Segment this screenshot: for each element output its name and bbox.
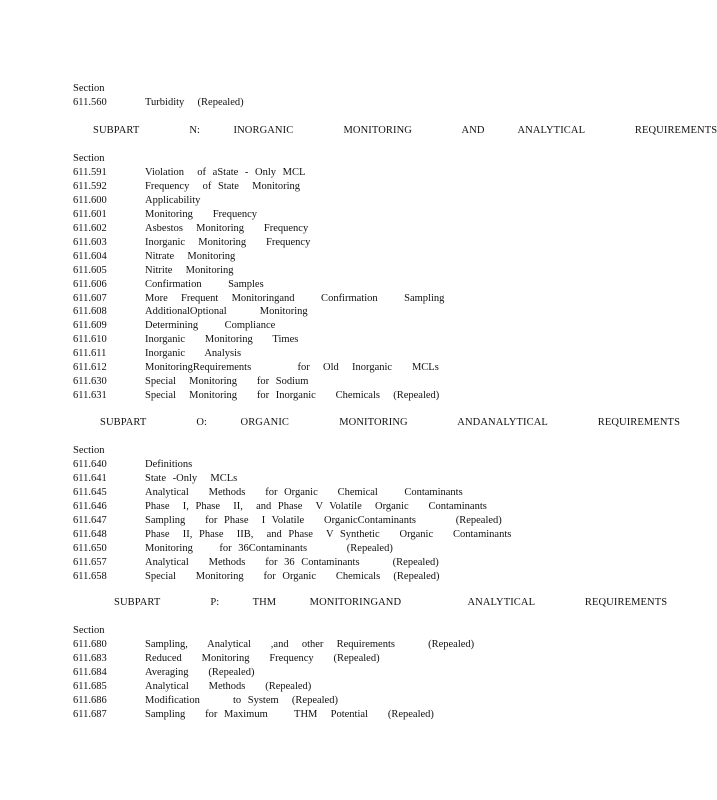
section-title: Phase I, Phase II, and Phase V Volatile Organic Contaminants bbox=[145, 501, 487, 512]
section-number: 611.592 bbox=[73, 181, 107, 192]
section-title: Inorganic Monitoring Times bbox=[145, 334, 299, 345]
section-number: 611.603 bbox=[73, 237, 107, 248]
section-number: 611.604 bbox=[73, 251, 107, 262]
section-title: Confirmation Samples bbox=[145, 279, 264, 290]
section-title: Monitoring Frequency bbox=[145, 209, 258, 220]
section-title: Averaging (Repealed) bbox=[145, 667, 255, 678]
section-number: 611.645 bbox=[73, 487, 107, 498]
section-label: Section bbox=[73, 625, 105, 636]
section-title: Special Monitoring for Sodium bbox=[145, 376, 309, 387]
section-title: More Frequent Monitoringand Confirmation Sampling bbox=[145, 293, 445, 304]
section-title: Analytical Methods for Organic Chemical Contaminants bbox=[145, 487, 463, 498]
section-number: 611.609 bbox=[73, 320, 107, 331]
section-title: Sampling for Maximum THM Potential (Repealed) bbox=[145, 709, 434, 720]
section-title: MonitoringRequirements for Old Inorganic MCLs bbox=[145, 362, 439, 373]
section-number: 611.600 bbox=[73, 195, 107, 206]
section-number: 611.687 bbox=[73, 709, 107, 720]
section-title: Analytical Methods for 36 Contaminants (Repealed) bbox=[145, 557, 439, 568]
section-number: 611.630 bbox=[73, 376, 107, 387]
section-number: 611.647 bbox=[73, 515, 107, 526]
section-number: 611.684 bbox=[73, 667, 107, 678]
subpart-heading: SUBPART N: INORGANIC MONITORING AND ANALYTICAL REQUIREMENTS bbox=[93, 125, 717, 136]
section-title: Inorganic Analysis bbox=[145, 348, 242, 359]
section-title: Inorganic Monitoring Frequency bbox=[145, 237, 311, 248]
section-number: 611.648 bbox=[73, 529, 107, 540]
section-title: AdditionalOptional Monitoring bbox=[145, 306, 308, 317]
section-number: 611.602 bbox=[73, 223, 107, 234]
section-number: 611.646 bbox=[73, 501, 107, 512]
section-title: Nitrate Monitoring bbox=[145, 251, 236, 262]
section-number: 611.657 bbox=[73, 557, 107, 568]
section-title: Turbidity (Repealed) bbox=[145, 97, 244, 108]
subpart-heading: SUBPART P: THM MONITORINGAND ANALYTICAL REQUIREMENTS bbox=[114, 597, 668, 608]
section-number: 611.610 bbox=[73, 334, 107, 345]
section-title: Modification to System (Repealed) bbox=[145, 695, 338, 706]
section-number: 611.650 bbox=[73, 543, 107, 554]
section-title: Sampling for Phase I Volatile OrganicContaminants (Repealed) bbox=[145, 515, 502, 526]
section-number: 611.612 bbox=[73, 362, 107, 373]
section-number: 611.658 bbox=[73, 571, 107, 582]
section-number: 611.686 bbox=[73, 695, 107, 706]
section-number: 611.605 bbox=[73, 265, 107, 276]
section-title: Frequency of State Monitoring bbox=[145, 181, 301, 192]
section-title: Asbestos Monitoring Frequency bbox=[145, 223, 309, 234]
section-label: Section bbox=[73, 153, 105, 164]
section-title: Determining Compliance bbox=[145, 320, 276, 331]
section-title: State -Only MCLs bbox=[145, 473, 238, 484]
section-number: 611.641 bbox=[73, 473, 107, 484]
section-number: 611.601 bbox=[73, 209, 107, 220]
section-title: Reduced Monitoring Frequency (Repealed) bbox=[145, 653, 380, 664]
section-title: Definitions bbox=[145, 459, 193, 470]
section-number: 611.640 bbox=[73, 459, 107, 470]
section-title: Applicability bbox=[145, 195, 201, 206]
section-title: Violation of aState - Only MCL bbox=[145, 167, 306, 178]
section-title: Nitrite Monitoring bbox=[145, 265, 234, 276]
section-number: 611.591 bbox=[73, 167, 107, 178]
section-number: 611.608 bbox=[73, 306, 107, 317]
section-title: Special Monitoring for Organic Chemicals (Repealed) bbox=[145, 571, 440, 582]
section-number: 611.683 bbox=[73, 653, 107, 664]
section-number: 611.560 bbox=[73, 97, 107, 108]
section-title: Monitoring for 36Contaminants (Repealed) bbox=[145, 543, 393, 554]
section-number: 611.606 bbox=[73, 279, 107, 290]
section-title: Phase II, Phase IIB, and Phase V Synthetic Organic Contaminants bbox=[145, 529, 512, 540]
subpart-heading: SUBPART O: ORGANIC MONITORING ANDANALYTICAL REQUIREMENTS bbox=[100, 417, 681, 428]
section-label: Section bbox=[73, 83, 105, 94]
section-number: 611.685 bbox=[73, 681, 107, 692]
section-title: Sampling, Analytical ,and other Requirements (Repealed) bbox=[145, 639, 475, 650]
section-title: Analytical Methods (Repealed) bbox=[145, 681, 312, 692]
section-number: 611.611 bbox=[73, 348, 107, 359]
section-number: 611.680 bbox=[73, 639, 107, 650]
section-number: 611.607 bbox=[73, 293, 107, 304]
section-label: Section bbox=[73, 445, 105, 456]
section-title: Special Monitoring for Inorganic Chemicals (Repealed) bbox=[145, 390, 440, 401]
section-number: 611.631 bbox=[73, 390, 107, 401]
